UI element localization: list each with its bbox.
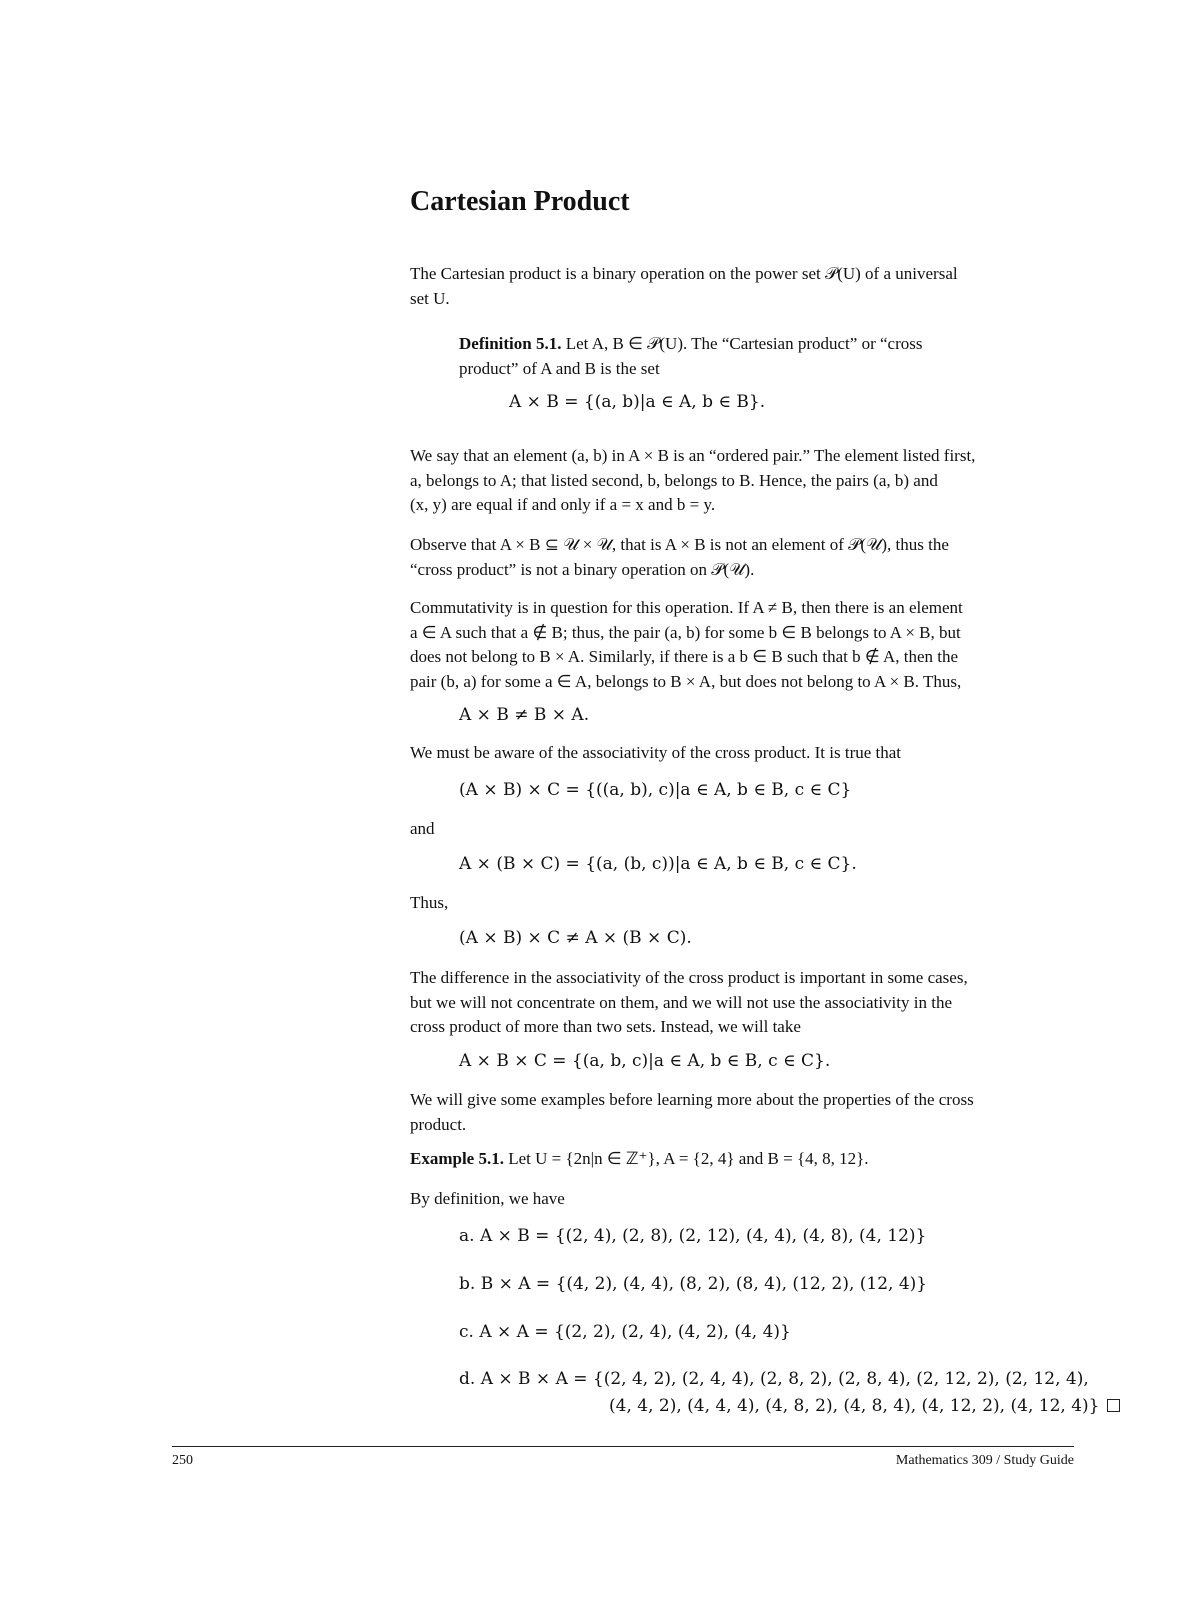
intro-paragraph xyxy=(410,262,1075,311)
equation-assoc-inequality: (A × B) × C ≠ A × (B × C). xyxy=(459,928,692,948)
text-line: set U. xyxy=(410,288,450,308)
examples-intro xyxy=(410,1088,1075,1137)
ordered-pair-paragraph xyxy=(410,444,1075,518)
definition-equation: A × B = {(a, b)|a ∈ A, b ∈ B}. xyxy=(509,392,766,412)
equation-assoc-left: (A × B) × C = {((a, b), c)|a ∈ A, b ∈ B, c ∈ C} xyxy=(459,780,852,800)
equation-noncommutative: A × B ≠ B × A. xyxy=(459,705,590,725)
text-line: product. xyxy=(410,1114,467,1134)
equation-triple-product: A × B × C = {(a, b, c)|a ∈ A, b ∈ B, c ∈ C}. xyxy=(459,1051,831,1071)
example-text: Let U = {2n|n ∈ ℤ⁺}, A = {2, 4} and B = {4, 8, 12}. xyxy=(503,1149,869,1168)
example-item-d-line2 xyxy=(609,1396,1120,1416)
example-heading xyxy=(410,1147,1075,1172)
qed-square-icon xyxy=(1107,1399,1120,1412)
text-line: a ∈ A such that a ∉ B; thus, the pair (a, b) for some b ∈ B belongs to A × B, but xyxy=(410,622,961,642)
by-definition-text: By definition, we have xyxy=(410,1189,565,1208)
definition-label: Definition 5.1. xyxy=(459,334,562,353)
section-title: Cartesian Product xyxy=(410,186,630,217)
example-item-c: c. A × A = {(2, 2), (2, 4), (4, 2), (4, 4)} xyxy=(459,1322,791,1342)
text-line: Observe that A × B ⊆ 𝒰 × 𝒰, that is A × B is not an element of 𝒫(𝒰), thus the xyxy=(410,535,949,554)
page-number: 250 xyxy=(172,1453,193,1468)
text-line: does not belong to B × A. Similarly, if there is a b ∈ B such that b ∉ A, then the xyxy=(410,647,959,666)
text-line: Let A, B ∈ 𝒫(U). The “Cartesian product” or “cross xyxy=(561,334,923,353)
text-line: pair (b, a) for some a ∈ A, belongs to B × A, but does not belong to A × B. Thus, xyxy=(410,671,962,691)
text-line: Commutativity is in question for this operation. If A ≠ B, then there is an element xyxy=(410,598,963,617)
and-word: and xyxy=(410,819,435,838)
footer-divider xyxy=(172,1446,1074,1447)
text-line: We say that an element (a, b) in A × B is an “ordered pair.” The element listed first, xyxy=(410,446,976,465)
text-line: The Cartesian product is a binary operation on the power set 𝒫(U) of a universal xyxy=(410,264,958,283)
example-item-b: b. B × A = {(4, 2), (4, 4), (8, 2), (8, 4), (12, 2), (12, 4)} xyxy=(459,1274,928,1294)
associativity-intro: We must be aware of the associativity of the cross product. It is true that xyxy=(410,743,902,762)
text-line: product” of A and B is the set xyxy=(459,358,660,378)
observe-paragraph xyxy=(410,533,1075,582)
commutativity-paragraph xyxy=(410,596,1075,694)
equation-assoc-right: A × (B × C) = {(a, (b, c))|a ∈ A, b ∈ B, c ∈ C}. xyxy=(459,854,857,874)
running-title: Mathematics 309 / Study Guide xyxy=(895,1453,1074,1468)
thus-word: Thus, xyxy=(410,893,449,912)
text-line: The difference in the associativity of the cross product is important in some cases, xyxy=(410,968,968,987)
text-line: a, belongs to A; that listed second, b, belongs to B. Hence, the pairs (a, b) and xyxy=(410,470,938,490)
example-item-d-line1: d. A × B × A = {(2, 4, 2), (2, 4, 4), (2, 8, 2), (2, 8, 4), (2, 12, 2), (2, 12, 4), xyxy=(459,1369,1089,1389)
example-label: Example 5.1. xyxy=(410,1149,504,1168)
text-line: “cross product” is not a binary operation on 𝒫(𝒰). xyxy=(410,559,755,579)
text-line: cross product of more than two sets. Instead, we will take xyxy=(410,1017,801,1036)
text-line: We will give some examples before learning more about the properties of the cross xyxy=(410,1090,974,1109)
difference-paragraph xyxy=(410,966,1075,1040)
text-line: (x, y) are equal if and only if a = x and b = y. xyxy=(410,495,716,514)
text-line: but we will not concentrate on them, and we will not use the associativity in the xyxy=(410,992,952,1012)
example-item-a: a. A × B = {(2, 4), (2, 8), (2, 12), (4, 4), (4, 8), (4, 12)} xyxy=(459,1226,927,1246)
definition-block xyxy=(459,332,1059,381)
text-line: (4, 4, 2), (4, 4, 4), (4, 8, 2), (4, 8, 4), (4, 12, 2), (4, 12, 4)} xyxy=(609,1396,1100,1416)
